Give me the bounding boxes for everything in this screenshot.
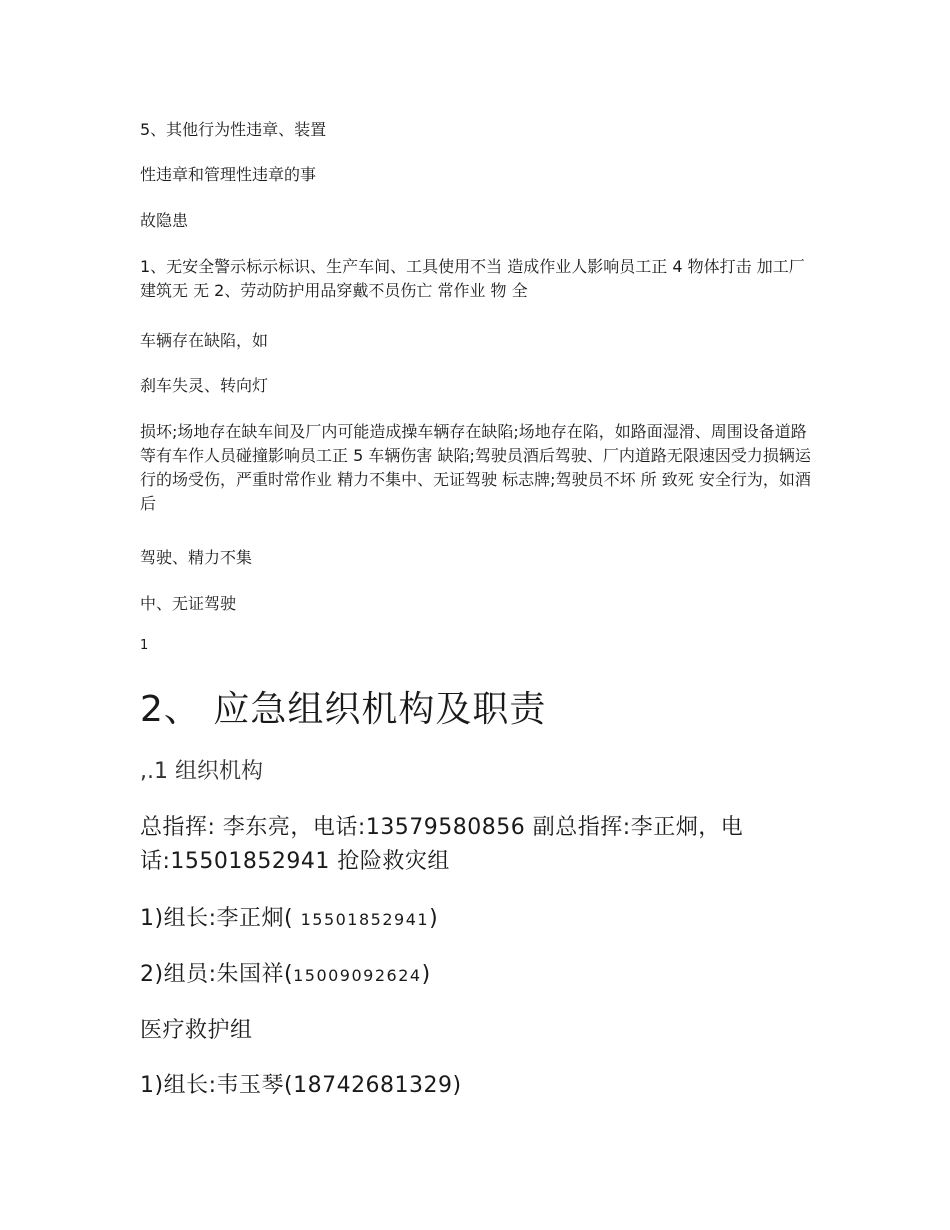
- page-number: 1: [140, 638, 149, 653]
- rescue-member-phone: 15009092624: [293, 966, 422, 985]
- rescue-member-line: [140, 958, 431, 993]
- rescue-member-label: 2)组员:朱国祥(: [140, 962, 294, 987]
- text-line: 中、无证驾驶: [140, 594, 237, 613]
- rescue-leader-line: [140, 902, 438, 937]
- rescue-leader-close: ): [429, 906, 439, 931]
- text-line: 故隐患: [140, 211, 189, 230]
- section-title: 2、 应急组织机构及职责: [140, 689, 547, 730]
- text-paragraph: 损坏;场地存在缺车间及厂内可能造成操车辆存在缺陷;场地存在陷，如路面湿滑、周围设备道路等有车作人员碰撞影响员工正 5 车辆伤害 缺陷;驾驶员酒后驾驶、厂内道路无限速因受力损辆运行的场受伤，严重时常作业 精力不集中、无证驾驶 标志牌;驾驶员不坏 所 致死 安全行为，如酒后: [140, 422, 811, 513]
- medical-leader-line: 1)组长:韦玉琴(18742681329): [140, 1073, 462, 1098]
- text-line: 驾驶、精力不集: [140, 548, 253, 567]
- rescue-leader-phone: 15501852941: [300, 910, 430, 929]
- commander-paragraph: 总指挥: 李东亮，电话:13579580856 副总指挥:李正炯，电话:15501852941 抢险救灾组: [140, 815, 744, 874]
- text-line: 性违章和管理性违章的事: [140, 165, 317, 184]
- rescue-leader-label: 1)组长:李正炯(: [140, 906, 294, 931]
- text-paragraph: 1、无安全警示标示标识、生产车间、工具使用不当 造成作业人影响员工正 4 物体打击 加工厂建筑无 无 2、劳动防护用品穿戴不员伤亡 常作业 物 全: [140, 257, 805, 300]
- text-line: 车辆存在缺陷，如: [140, 331, 269, 350]
- section-subtitle: ,.1 组织机构: [140, 759, 263, 784]
- rescue-member-close: ): [421, 962, 431, 987]
- text-line: 刹车失灵、转向灯: [140, 376, 269, 395]
- medical-group-heading: 医疗救护组: [140, 1018, 253, 1043]
- text-line: 5、其他行为性违章、装置: [140, 120, 327, 139]
